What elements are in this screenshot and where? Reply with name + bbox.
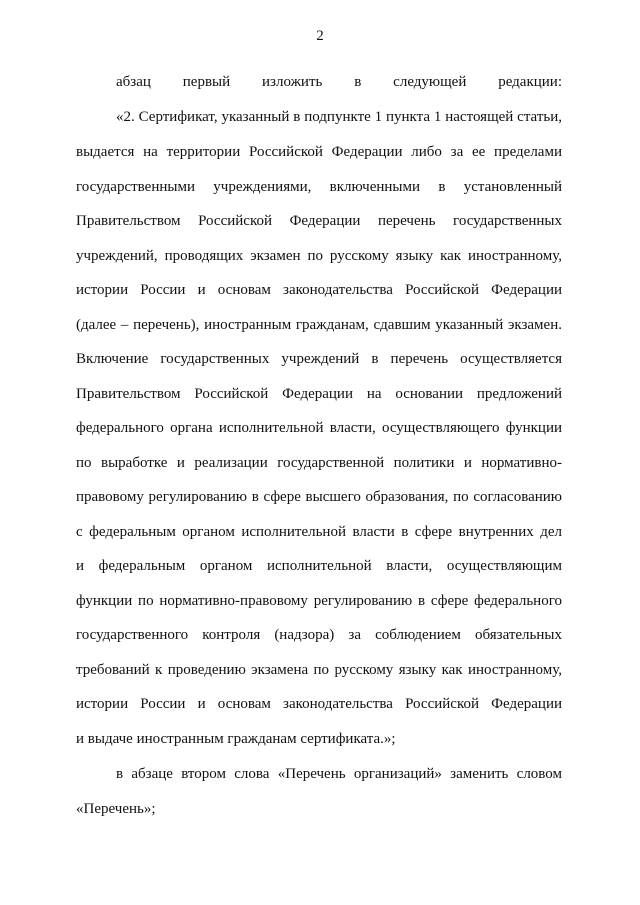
text-line: государственными учреждениями, включенными в установленный [76, 179, 562, 195]
text-line: по выработке и реализации государственной политики и нормативно- [76, 455, 562, 471]
text-line: в абзаце втором слова «Перечень организаций» заменить словом [116, 766, 562, 782]
text-line: выдается на территории Российской Федерации либо за ее пределами [76, 144, 562, 160]
page-number: 2 [316, 28, 324, 44]
text-line: функции по нормативно-правовому регулированию в сфере федерального [76, 593, 562, 609]
text-line: государственного контроля (надзора) за соблюдением обязательных [76, 627, 562, 643]
text-line: (далее – перечень), иностранным гражданам, сдавшим указанный экзамен. [76, 317, 562, 333]
text-line: Правительством Российской Федерации перечень государственных [76, 213, 562, 229]
text-line: федерального органа исполнительной власти, осуществляющего функции [76, 420, 562, 436]
text-line: правовому регулированию в сфере высшего образования, по согласованию [76, 489, 562, 505]
text-line: учреждений, проводящих экзамен по русскому языку как иностранному, [76, 248, 562, 264]
text-line: «Перечень»; [76, 801, 156, 817]
text-line: с федеральным органом исполнительной власти в сфере внутренних дел [76, 524, 562, 540]
text-line: и федеральным органом исполнительной власти, осуществляющим [76, 558, 562, 574]
text-line: требований к проведению экзамена по русскому языку как иностранному, [76, 662, 562, 678]
text-line: и выдаче иностранным гражданам сертификата.»; [76, 731, 396, 747]
text-line: абзац первый изложить в следующей редакции: [116, 74, 562, 90]
text-line: «2. Сертификат, указанный в подпункте 1 пункта 1 настоящей статьи, [116, 109, 562, 125]
text-line: Включение государственных учреждений в перечень осуществляется [76, 351, 562, 367]
text-line: Правительством Российской Федерации на основании предложений [76, 386, 562, 402]
text-line: истории России и основам законодательства Российской Федерации [76, 696, 562, 712]
text-line: истории России и основам законодательства Российской Федерации [76, 282, 562, 298]
